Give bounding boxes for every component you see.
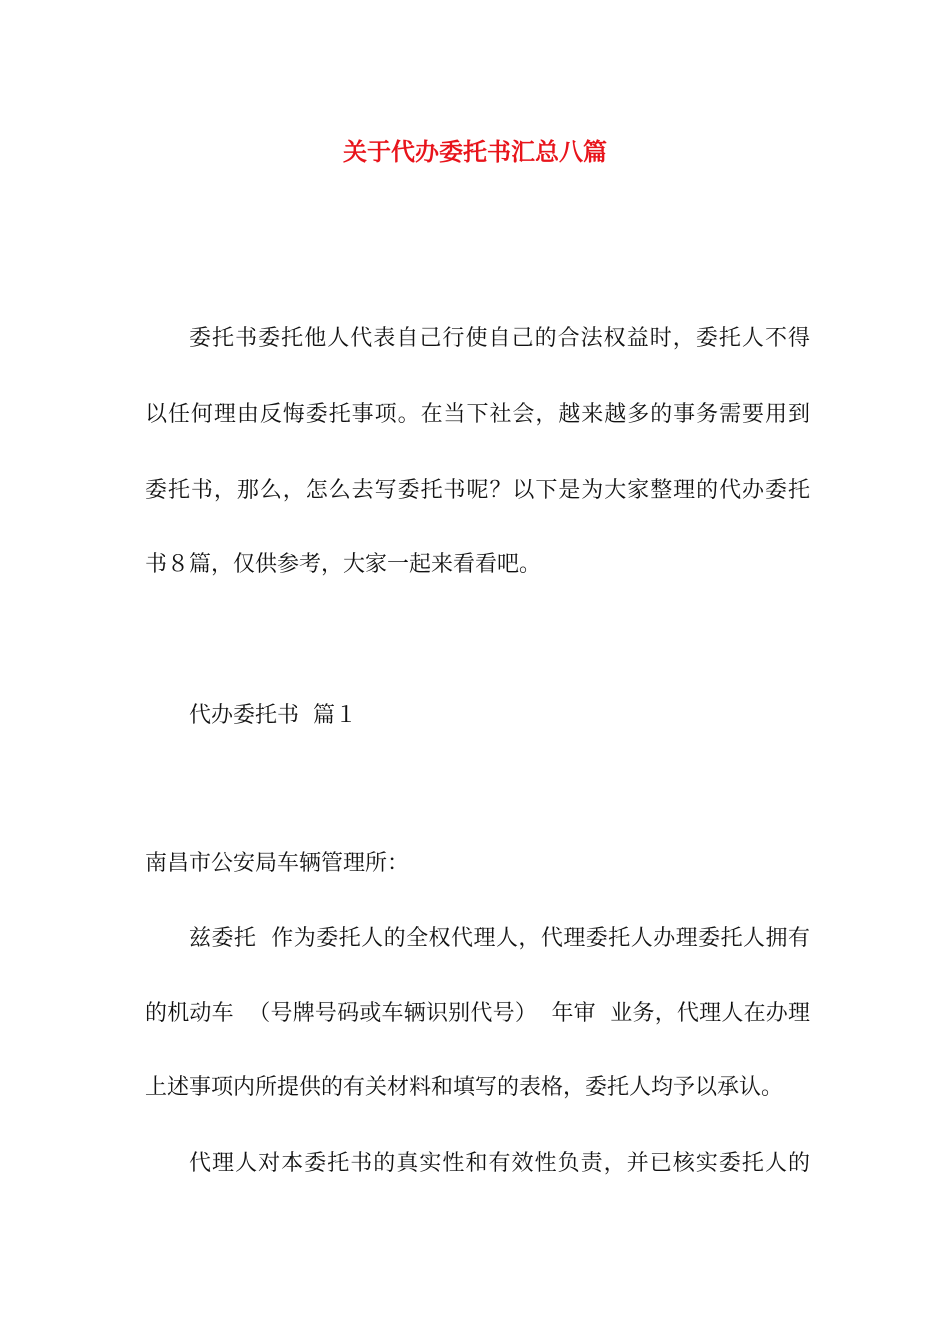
- intro-line-4: 书８篇，仅供参考，大家一起来看看吧。: [145, 552, 542, 577]
- body-line-2: 的机动车 （号牌号码或车辆识别代号） 年审 业务，代理人在办理: [145, 1001, 810, 1026]
- document-title: 关于代办委托书汇总八篇: [343, 138, 607, 166]
- intro-line-1: 委托书委托他人代表自己行使自己的合法权益时，委托人不得: [189, 326, 810, 351]
- intro-line-2: 以任何理由反悔委托事项。在当下社会，越来越多的事务需要用到: [145, 402, 810, 427]
- addressee-line: 南昌市公安局车辆管理所：: [145, 851, 410, 876]
- intro-line-3: 委托书，那么，怎么去写委托书呢？以下是为大家整理的代办委托: [145, 478, 810, 503]
- body-line-3: 上述事项内所提供的有关材料和填写的表格，委托人均予以承认。: [145, 1075, 784, 1100]
- body-line-4: 代理人对本委托书的真实性和有效性负责，并已核实委托人的: [189, 1151, 810, 1176]
- body-line-1: 兹委托 作为委托人的全权代理人，代理委托人办理委托人拥有: [189, 926, 810, 951]
- section-heading: 代办委托书 篇１: [189, 703, 357, 728]
